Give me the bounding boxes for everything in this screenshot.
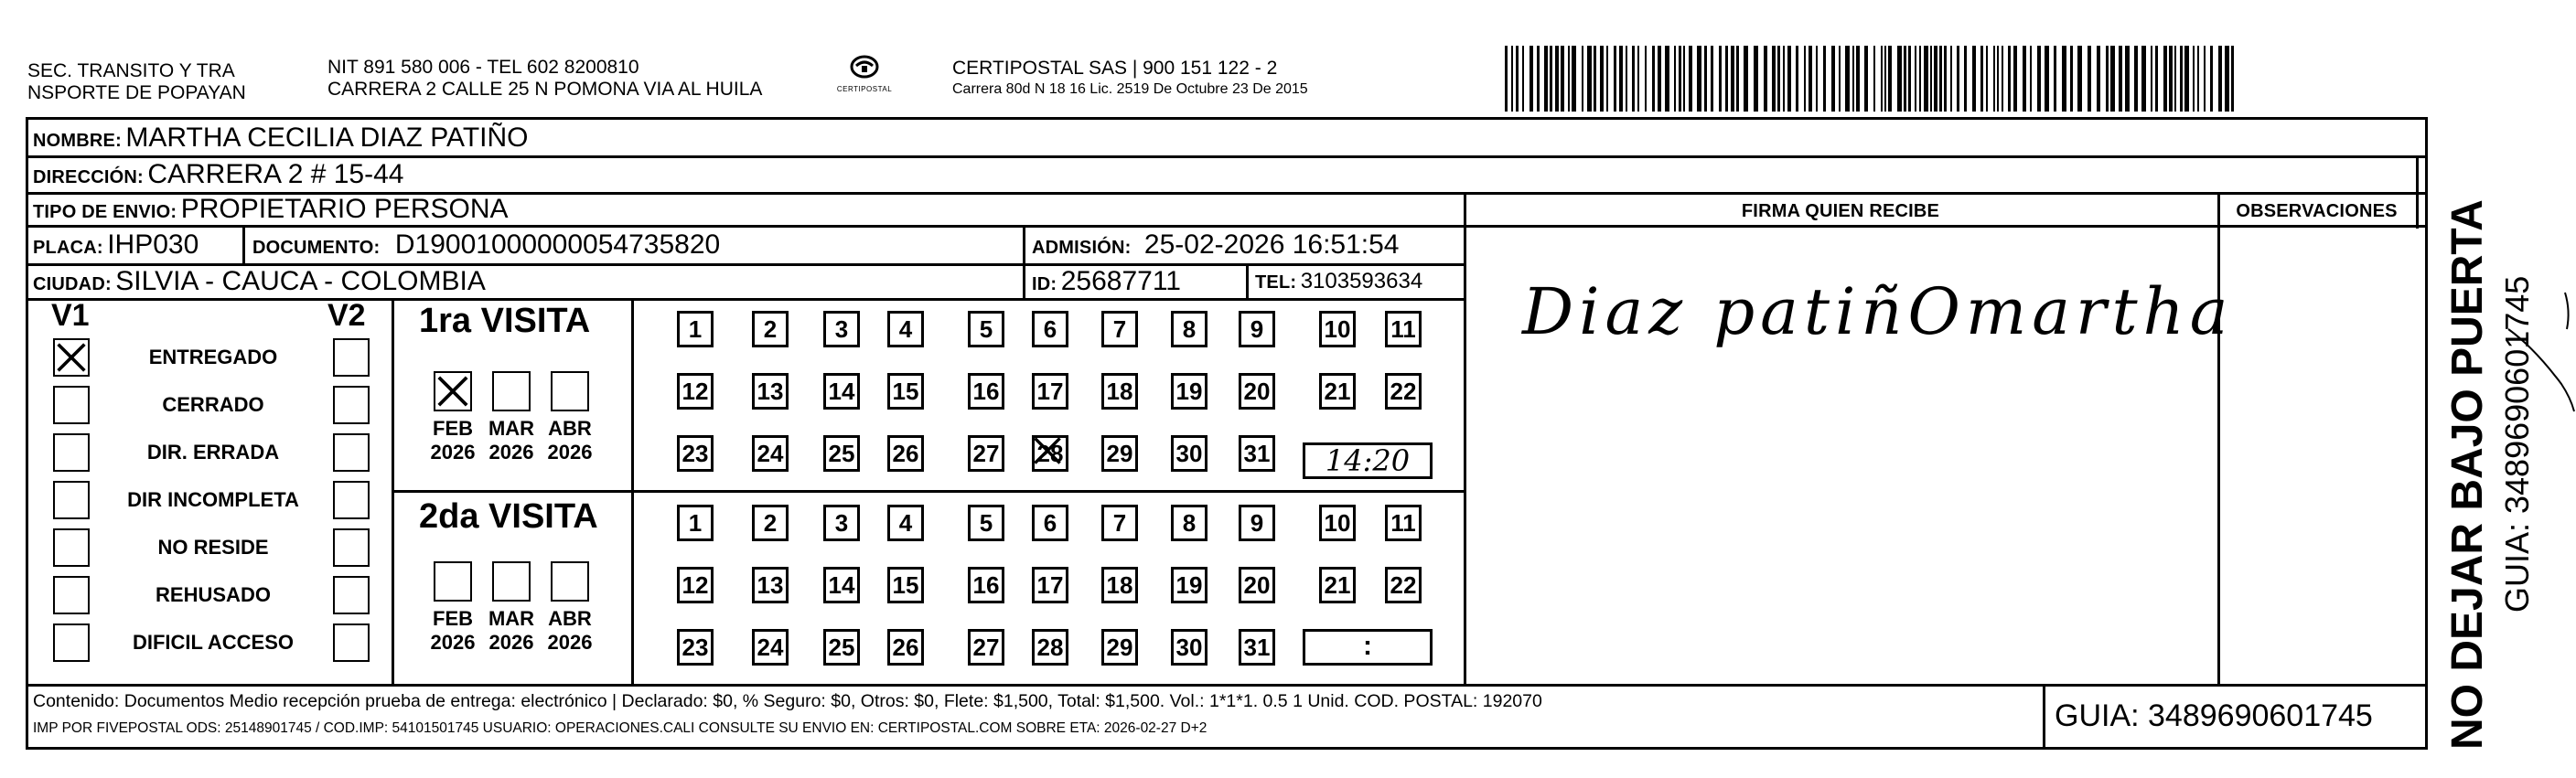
barcode-bar xyxy=(1645,46,1647,112)
status-option-label: REHUSADO xyxy=(156,583,271,606)
barcode-bar xyxy=(2002,46,2003,112)
month-year: 2026 xyxy=(488,441,534,464)
barcode-bar xyxy=(2037,46,2041,112)
barcode-bar xyxy=(1864,46,1868,112)
barcode-bar xyxy=(1594,46,1596,112)
day-box[interactable]: 9 xyxy=(1239,311,1275,347)
day-box[interactable]: 23 xyxy=(677,629,714,666)
barcode-bar xyxy=(1888,46,1892,112)
barcode-bar xyxy=(1873,46,1875,112)
barcode-bar xyxy=(2054,46,2056,112)
barcode-bar xyxy=(2070,46,2073,112)
barcode-bar xyxy=(1555,46,1559,112)
day-box[interactable]: 25 xyxy=(823,435,860,472)
day-box[interactable]: 10 xyxy=(1319,311,1356,347)
month-label xyxy=(484,417,539,464)
day-box[interactable]: 7 xyxy=(1101,505,1138,541)
day-box[interactable]: 13 xyxy=(752,567,789,603)
day-box[interactable]: 8 xyxy=(1171,505,1208,541)
barcode-bar xyxy=(2125,46,2130,112)
x-mark-icon xyxy=(435,373,470,410)
day-box[interactable]: 14 xyxy=(823,373,860,410)
admision-value: 25-02-2026 16:51:54 xyxy=(1143,229,1400,260)
observaciones-label: OBSERVACIONES xyxy=(2236,201,2398,221)
side-guia: GUIA: 3489690601745 xyxy=(2498,275,2536,613)
status-v1-checkbox[interactable] xyxy=(53,481,90,519)
status-v2-checkbox[interactable] xyxy=(333,433,370,472)
month-checkbox[interactable] xyxy=(434,561,472,602)
day-box[interactable]: 22 xyxy=(1385,373,1422,410)
side-warning: NO DEJAR BAJO PUERTA xyxy=(2443,199,2492,750)
status-v1-checkbox[interactable] xyxy=(53,576,90,614)
barcode-bar xyxy=(2184,46,2189,112)
day-box[interactable]: 16 xyxy=(968,567,1004,603)
barcode-bar xyxy=(2134,46,2138,112)
barcode-bar xyxy=(1582,46,1583,112)
barcode-bar xyxy=(1632,46,1635,112)
barcode-bar xyxy=(1674,46,1676,112)
status-v1-checkbox[interactable] xyxy=(53,623,90,662)
status-v2-checkbox[interactable] xyxy=(333,338,370,377)
day-box[interactable]: 2 xyxy=(752,311,789,347)
placa-field xyxy=(33,229,199,261)
day-box[interactable]: 18 xyxy=(1101,373,1138,410)
placa-value: IHP030 xyxy=(107,229,199,260)
barcode-bar xyxy=(1516,46,1519,112)
barcode-bar xyxy=(1831,46,1835,112)
day-box[interactable]: 8 xyxy=(1171,311,1208,347)
status-v1-checkbox[interactable] xyxy=(53,338,90,377)
barcode-bar xyxy=(1993,46,1995,112)
barcode-bar xyxy=(1725,46,1728,112)
day-box[interactable]: 13 xyxy=(752,373,789,410)
month-name: MAR xyxy=(488,417,535,440)
status-v1-checkbox[interactable] xyxy=(53,528,90,567)
admision-field xyxy=(1032,229,1400,261)
barcode-bar xyxy=(1764,46,1767,112)
carrier-logo xyxy=(834,53,895,93)
barcode-bar xyxy=(1606,46,1608,112)
tipo-envio-label: TIPO DE ENVIO: xyxy=(33,202,177,222)
day-box[interactable]: 5 xyxy=(968,505,1004,541)
day-box[interactable]: 7 xyxy=(1101,311,1138,347)
status-option-label: ENTREGADO xyxy=(148,346,278,368)
barcode-bar xyxy=(1957,46,1959,112)
barcode-bar xyxy=(1904,46,1906,112)
barcode-bar xyxy=(1950,46,1952,112)
status-v2-checkbox[interactable] xyxy=(333,528,370,567)
barcode-bar xyxy=(2119,46,2122,112)
barcode-bar xyxy=(1719,46,1722,112)
barcode xyxy=(1505,46,2244,112)
nombre-label: NOMBRE: xyxy=(33,131,122,151)
id-value: 25687711 xyxy=(1060,266,1181,296)
month-year: 2026 xyxy=(488,631,534,654)
day-box[interactable]: 28 xyxy=(1032,435,1068,472)
day-box[interactable]: 6 xyxy=(1032,311,1068,347)
day-box[interactable]: 17 xyxy=(1032,373,1068,410)
day-box[interactable]: 24 xyxy=(752,435,789,472)
barcode-bar xyxy=(1964,46,1967,112)
day-box[interactable]: 30 xyxy=(1171,629,1208,666)
day-box[interactable]: 11 xyxy=(1385,505,1422,541)
barcode-bar xyxy=(1511,46,1513,112)
barcode-bar xyxy=(1619,46,1623,112)
ciudad-label: CIUDAD: xyxy=(33,274,112,294)
status-option-label: DIR. ERRADA xyxy=(146,441,280,464)
barcode-bar xyxy=(1600,46,1604,112)
barcode-bar xyxy=(2180,46,2183,112)
barcode-bar xyxy=(2151,46,2152,112)
status-v2-checkbox[interactable] xyxy=(333,576,370,614)
first-visit-time: 14:20 xyxy=(1303,442,1433,479)
month-label xyxy=(542,417,597,464)
barcode-bar xyxy=(1697,46,1701,112)
barcode-bar xyxy=(1587,46,1592,112)
status-option-label: CERRADO xyxy=(162,393,264,416)
carrier-logo-icon xyxy=(848,53,881,80)
day-box[interactable]: 22 xyxy=(1385,567,1422,603)
barcode-bar xyxy=(1783,46,1785,112)
barcode-bar xyxy=(2141,46,2146,112)
day-box[interactable]: 26 xyxy=(887,629,924,666)
second-visit-title: 2da VISITA xyxy=(419,497,598,536)
documento-label: DOCUMENTO: xyxy=(252,238,381,258)
barcode-bar xyxy=(1796,46,1798,112)
tel-field xyxy=(1255,269,1422,294)
sender-name xyxy=(27,60,246,104)
day-box[interactable]: 6 xyxy=(1032,505,1068,541)
barcode-bar xyxy=(1845,46,1850,112)
carrier-logo-text: CERTIPOSTAL xyxy=(836,85,893,93)
barcode-bar xyxy=(1736,46,1739,112)
barcode-bar xyxy=(1731,46,1734,112)
status-option-label: DIFICIL ACCESO xyxy=(132,631,294,654)
barcode-bar xyxy=(1972,46,1976,112)
day-box[interactable]: 31 xyxy=(1239,435,1275,472)
day-box[interactable]: 16 xyxy=(968,373,1004,410)
barcode-bar xyxy=(1652,46,1655,112)
carrier-line-2: Carrera 80d N 18 16 Lic. 2519 De Octubre 23 De 2015 xyxy=(952,81,1308,97)
barcode-bar xyxy=(1530,46,1533,112)
day-box[interactable]: 4 xyxy=(887,505,924,541)
barcode-bar xyxy=(1816,46,1818,112)
barcode-bar xyxy=(1772,46,1776,112)
ciudad-value: SILVIA - CAUCA - COLOMBIA xyxy=(115,266,486,296)
barcode-bar xyxy=(2193,46,2195,112)
status-v2-checkbox[interactable] xyxy=(333,481,370,519)
second-visit-time: : xyxy=(1303,629,1433,666)
barcode-bar xyxy=(1683,46,1685,112)
sender-nit xyxy=(327,57,762,101)
day-box[interactable]: 27 xyxy=(968,435,1004,472)
barcode-bar xyxy=(2023,46,2026,112)
barcode-bar xyxy=(1884,46,1886,112)
day-box[interactable]: 3 xyxy=(823,505,860,541)
barcode-bar xyxy=(2210,46,2213,112)
barcode-bar xyxy=(2218,46,2222,112)
month-year: 2026 xyxy=(547,441,593,464)
barcode-bar xyxy=(1704,46,1707,112)
tipo-envio-value: PROPIETARIO PERSONA xyxy=(180,194,509,224)
direccion-field xyxy=(33,159,403,190)
direccion-label: DIRECCIÓN: xyxy=(33,167,144,187)
day-box[interactable]: 24 xyxy=(752,629,789,666)
status-v1-checkbox[interactable] xyxy=(53,386,90,424)
barcode-bar xyxy=(1930,46,1932,112)
day-box[interactable]: 21 xyxy=(1319,567,1356,603)
barcode-bar xyxy=(1809,46,1812,112)
carrier-line-1: CERTIPOSTAL SAS | 900 151 122 - 2 xyxy=(952,58,1278,79)
barcode-bar xyxy=(1839,46,1841,112)
day-box[interactable]: 14 xyxy=(823,567,860,603)
x-mark-icon xyxy=(55,340,88,375)
barcode-bar xyxy=(1505,46,1508,112)
day-box[interactable]: 15 xyxy=(887,567,924,603)
barcode-bar xyxy=(2155,46,2158,112)
day-box[interactable]: 9 xyxy=(1239,505,1275,541)
tipo-envio-field xyxy=(33,194,509,225)
month-year: 2026 xyxy=(547,631,593,654)
day-box[interactable]: 20 xyxy=(1239,373,1275,410)
nombre-field xyxy=(33,123,529,154)
barcode-bar xyxy=(1908,46,1911,112)
month-label xyxy=(425,417,480,464)
barcode-bar xyxy=(2097,46,2100,112)
barcode-bar xyxy=(1897,46,1902,112)
id-field xyxy=(1032,266,1181,297)
barcode-bar xyxy=(1934,46,1937,112)
day-box[interactable]: 5 xyxy=(968,311,1004,347)
direccion-value: CARRERA 2 # 15-44 xyxy=(147,159,404,189)
status-v1-checkbox[interactable] xyxy=(53,433,90,472)
barcode-bar xyxy=(1522,46,1524,112)
day-box[interactable]: 1 xyxy=(677,311,714,347)
month-year: 2026 xyxy=(430,631,476,654)
documento-field xyxy=(252,229,720,261)
barcode-bar xyxy=(1550,46,1552,112)
barcode-bar xyxy=(1777,46,1780,112)
id-label: ID: xyxy=(1032,274,1057,294)
day-box[interactable]: 29 xyxy=(1101,629,1138,666)
barcode-bar xyxy=(2169,46,2173,112)
day-box[interactable]: 1 xyxy=(677,505,714,541)
barcode-bar xyxy=(1787,46,1791,112)
status-option-label: NO RESIDE xyxy=(157,536,269,559)
barcode-bar xyxy=(2088,46,2091,112)
barcode-bar xyxy=(1980,46,1983,112)
barcode-bar xyxy=(2204,46,2206,112)
barcode-bar xyxy=(1754,46,1758,112)
month-checkbox[interactable] xyxy=(434,371,472,411)
carrier-info xyxy=(952,57,1308,100)
day-box[interactable]: 21 xyxy=(1319,373,1356,410)
x-mark-icon xyxy=(1032,435,1063,466)
barcode-bar xyxy=(1804,46,1806,112)
barcode-bar xyxy=(1939,46,1942,112)
month-label xyxy=(425,607,480,655)
ciudad-field xyxy=(33,266,486,297)
month-label xyxy=(542,607,597,655)
recipient-signature: Diaz patiñOmartha xyxy=(1522,274,2234,349)
day-box[interactable]: 27 xyxy=(968,629,1004,666)
day-box[interactable]: 19 xyxy=(1171,373,1208,410)
barcode-bar xyxy=(1919,46,1921,112)
month-checkbox[interactable] xyxy=(492,561,531,602)
pen-stroke xyxy=(2506,274,2576,439)
day-box[interactable]: 29 xyxy=(1101,435,1138,472)
tel-label: TEL: xyxy=(1255,272,1297,293)
barcode-bar xyxy=(2197,46,2199,112)
barcode-bar xyxy=(1997,46,1999,112)
month-label xyxy=(484,607,539,655)
barcode-bar xyxy=(2062,46,2066,112)
day-box[interactable]: 31 xyxy=(1239,629,1275,666)
month-checkbox[interactable] xyxy=(551,561,589,602)
barcode-bar xyxy=(1537,46,1540,112)
month-year: 2026 xyxy=(430,441,476,464)
day-box[interactable]: 30 xyxy=(1171,435,1208,472)
barcode-bar xyxy=(2045,46,2049,112)
barcode-bar xyxy=(1915,46,1916,112)
nombre-value: MARTHA CECILIA DIAZ PATIÑO xyxy=(125,123,529,153)
status-v2-checkbox[interactable] xyxy=(333,386,370,424)
tel-value: 3103593634 xyxy=(1300,269,1423,293)
month-checkbox[interactable] xyxy=(492,371,531,411)
placa-label: PLACA: xyxy=(33,238,103,258)
first-visit-title: 1ra VISITA xyxy=(419,302,591,340)
barcode-bar xyxy=(1744,46,1748,112)
footer-content: Contenido: Documentos Medio recepción prueba de entrega: electrónico | Declarado: $0, % Seguro: $0, Otros: $0, Flete: $1,500, Total: $1,500. Vol.: 1*1*1. 0.5 1 Unid. COD. POSTAL: 192070 xyxy=(33,691,1542,711)
day-box[interactable]: 26 xyxy=(887,435,924,472)
barcode-bar xyxy=(1881,46,1883,112)
nit-line-1: NIT 891 580 006 - TEL 602 8200810 xyxy=(327,57,639,78)
day-box[interactable]: 11 xyxy=(1385,311,1422,347)
barcode-bar xyxy=(1665,46,1669,112)
month-name: FEB xyxy=(433,607,473,630)
day-box[interactable]: 15 xyxy=(887,373,924,410)
barcode-bar xyxy=(2225,46,2229,112)
day-box[interactable]: 10 xyxy=(1319,505,1356,541)
barcode-bar xyxy=(2106,46,2109,112)
day-box[interactable]: 2 xyxy=(752,505,789,541)
footer-guia: GUIA: 3489690601745 xyxy=(2055,698,2373,733)
day-box[interactable]: 28 xyxy=(1032,629,1068,666)
barcode-bar xyxy=(1561,46,1564,112)
barcode-bar xyxy=(1711,46,1713,112)
status-option-label: DIR INCOMPLETA xyxy=(127,488,299,511)
status-v2-checkbox[interactable] xyxy=(333,623,370,662)
day-box[interactable]: 25 xyxy=(823,629,860,666)
barcode-bar xyxy=(1944,46,1947,112)
barcode-bar xyxy=(2008,46,2011,112)
v2-header: V2 xyxy=(327,298,366,333)
month-name: ABR xyxy=(548,607,592,630)
month-name: ABR xyxy=(548,417,592,440)
barcode-bar xyxy=(1689,46,1692,112)
barcode-bar xyxy=(1544,46,1548,112)
barcode-bar xyxy=(1852,46,1854,112)
admision-label: ADMISIÓN: xyxy=(1032,238,1132,258)
nit-line-2: CARRERA 2 CALLE 25 N POMONA VIA AL HUILA xyxy=(327,79,763,100)
barcode-bar xyxy=(1679,46,1681,112)
barcode-bar xyxy=(1572,46,1576,112)
barcode-bar xyxy=(1823,46,1826,112)
barcode-bar xyxy=(2174,46,2176,112)
month-name: FEB xyxy=(433,417,473,440)
footer-print-info: IMP POR FIVEPOSTAL ODS: 25148901745 / COD.IMP: 54101501745 USUARIO: OPERACIONES.CALI CONSULTE SU ENVIO EN: CERTIPOSTAL.COM SOBRE ETA: 2026-02-27 D+2 xyxy=(33,720,1208,736)
barcode-bar xyxy=(1986,46,1988,112)
day-box[interactable]: 20 xyxy=(1239,567,1275,603)
v1-header: V1 xyxy=(51,298,90,333)
day-box[interactable]: 19 xyxy=(1171,567,1208,603)
barcode-bar xyxy=(2013,46,2017,112)
barcode-bar xyxy=(1614,46,1616,112)
day-box[interactable]: 3 xyxy=(823,311,860,347)
sender-line-2: NSPORTE DE POPAYAN xyxy=(27,82,246,103)
day-box[interactable]: 17 xyxy=(1032,567,1068,603)
firma-label: FIRMA QUIEN RECIBE xyxy=(1741,201,1940,221)
barcode-bar xyxy=(1637,46,1639,112)
barcode-bar xyxy=(1658,46,1661,112)
day-box[interactable]: 12 xyxy=(677,567,714,603)
day-box[interactable]: 23 xyxy=(677,435,714,472)
day-box[interactable]: 4 xyxy=(887,311,924,347)
barcode-bar xyxy=(2110,46,2115,112)
month-name: MAR xyxy=(488,607,535,630)
barcode-bar xyxy=(1626,46,1627,112)
day-box[interactable]: 12 xyxy=(677,373,714,410)
barcode-bar xyxy=(2231,46,2234,112)
barcode-bar xyxy=(1856,46,1860,112)
month-checkbox[interactable] xyxy=(551,371,589,411)
barcode-bar xyxy=(1924,46,1928,112)
documento-value: D19001000000054735820 xyxy=(394,229,721,260)
day-box[interactable]: 18 xyxy=(1101,567,1138,603)
barcode-bar xyxy=(2077,46,2082,112)
sender-line-1: SEC. TRANSITO Y TRA xyxy=(27,60,235,81)
barcode-bar xyxy=(2030,46,2032,112)
barcode-bar xyxy=(2163,46,2167,112)
barcode-bar xyxy=(1568,46,1570,112)
